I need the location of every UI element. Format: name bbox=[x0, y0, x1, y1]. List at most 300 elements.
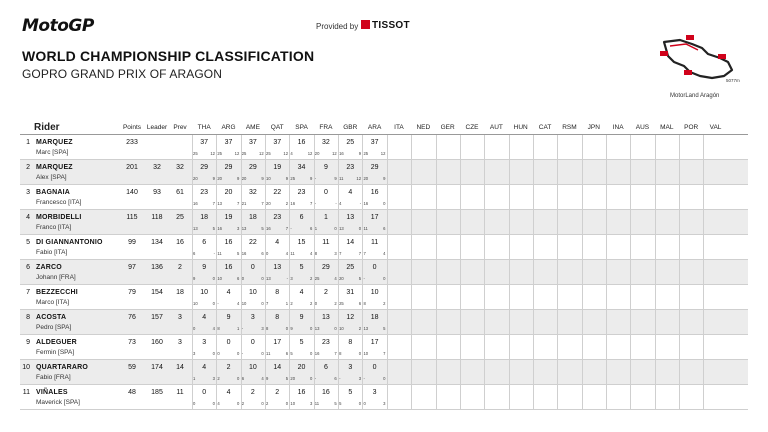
motogp-logo bbox=[22, 16, 94, 36]
race-points: 13 bbox=[322, 314, 330, 321]
race-main-points: 10 bbox=[290, 401, 296, 406]
race-sprint-points: 9 bbox=[383, 176, 386, 181]
race-main-points: 0 bbox=[363, 401, 366, 406]
race-main-points: 0 bbox=[266, 251, 269, 256]
race-cell bbox=[606, 260, 630, 285]
race-cell bbox=[314, 235, 338, 260]
rider-points: 140 bbox=[126, 189, 138, 196]
rider-position: 8 bbox=[26, 314, 30, 321]
race-points: 18 bbox=[248, 214, 257, 221]
race-sprint-points: 0 bbox=[358, 401, 362, 406]
table-row bbox=[20, 385, 748, 410]
race-sprint-points: 3 bbox=[310, 401, 313, 406]
rider-gap-leader: 93 bbox=[153, 189, 161, 196]
race-breakdown bbox=[338, 276, 365, 281]
table-body bbox=[20, 135, 748, 410]
sponsor-logo bbox=[361, 20, 410, 31]
race-sprint-points: 9 bbox=[358, 151, 362, 156]
table-row bbox=[20, 210, 748, 235]
race-cell bbox=[703, 385, 727, 410]
race-cell bbox=[484, 160, 508, 185]
race-cell bbox=[265, 360, 289, 385]
race-breakdown bbox=[216, 276, 240, 281]
race-points: 5 bbox=[348, 389, 353, 396]
race-cell bbox=[509, 360, 533, 385]
race-cell bbox=[411, 285, 435, 310]
table-row bbox=[20, 135, 748, 160]
race-breakdown bbox=[362, 276, 386, 281]
race-cell bbox=[216, 210, 240, 235]
race-main-points: 20 bbox=[339, 276, 344, 281]
race-column-header: AUT bbox=[489, 124, 503, 131]
race-cell bbox=[582, 310, 606, 335]
race-sprint-points: 0 bbox=[358, 351, 362, 356]
race-breakdown bbox=[265, 301, 289, 306]
race-breakdown bbox=[265, 276, 289, 281]
race-main-points: 16 bbox=[339, 151, 344, 156]
race-main-points: 10 bbox=[363, 351, 369, 356]
race-cell bbox=[679, 360, 703, 385]
race-sprint-points: 12 bbox=[332, 151, 337, 156]
rider-points: 99 bbox=[128, 239, 136, 246]
race-points: 25 bbox=[346, 139, 355, 146]
race-main-points: 13 bbox=[193, 226, 198, 231]
race-cell bbox=[411, 135, 435, 160]
race-cell bbox=[703, 235, 727, 260]
race-sprint-points: 2 bbox=[383, 301, 386, 306]
race-cell bbox=[289, 160, 313, 185]
race-cell bbox=[411, 385, 435, 410]
race-cell bbox=[362, 210, 386, 235]
race-sprint-points: 3 bbox=[237, 226, 240, 231]
race-breakdown bbox=[216, 376, 240, 381]
race-cell bbox=[509, 385, 533, 410]
race-cell bbox=[289, 185, 313, 210]
rider-surname: MARQUEZ bbox=[36, 139, 73, 146]
classification-table bbox=[20, 121, 748, 410]
race-main-points: 25 bbox=[339, 301, 344, 306]
race-sprint-points: 7 bbox=[285, 226, 289, 231]
race-sprint-points: 9 bbox=[237, 176, 240, 181]
race-cell bbox=[265, 135, 289, 160]
race-breakdown bbox=[314, 326, 338, 331]
race-breakdown bbox=[241, 276, 265, 281]
race-breakdown bbox=[362, 151, 386, 156]
race-sprint-points: 0 bbox=[310, 376, 313, 381]
race-main-points: - bbox=[363, 376, 365, 381]
race-cell bbox=[411, 210, 435, 235]
race-main-points: 25 bbox=[363, 151, 369, 156]
race-breakdown bbox=[192, 301, 219, 306]
race-cell bbox=[533, 260, 557, 285]
race-main-points: 13 bbox=[339, 226, 344, 231]
race-cell bbox=[679, 335, 703, 360]
race-cell bbox=[557, 310, 581, 335]
table-row bbox=[20, 235, 748, 260]
race-cell bbox=[582, 385, 606, 410]
rider-firstname-nation: Johann [FRA] bbox=[36, 274, 76, 281]
race-main-points: 25 bbox=[241, 151, 247, 156]
race-main-points: 13 bbox=[217, 201, 223, 206]
race-sprint-points: 0 bbox=[310, 326, 313, 331]
race-cell bbox=[655, 260, 679, 285]
race-cell bbox=[411, 160, 435, 185]
race-points: 0 bbox=[202, 389, 207, 396]
rider-points: 97 bbox=[128, 264, 136, 271]
race-points: 6 bbox=[323, 364, 328, 371]
race-points: 18 bbox=[200, 214, 209, 221]
race-cell bbox=[582, 160, 606, 185]
race-main-points: 5 bbox=[290, 351, 293, 356]
race-sprint-points: 5 bbox=[334, 401, 337, 406]
race-sprint-points: - bbox=[286, 276, 289, 281]
rider-points: 233 bbox=[126, 139, 138, 146]
race-sprint-points: 9 bbox=[334, 176, 337, 181]
race-sprint-points: 9 bbox=[285, 176, 289, 181]
race-cell bbox=[314, 285, 338, 310]
race-cell bbox=[509, 210, 533, 235]
race-cell bbox=[289, 360, 313, 385]
race-points: 3 bbox=[348, 364, 353, 371]
race-sprint-points: 12 bbox=[210, 151, 215, 156]
race-breakdown bbox=[362, 226, 386, 231]
race-main-points: - bbox=[314, 376, 317, 381]
race-main-points: 10 bbox=[266, 176, 271, 181]
race-cell bbox=[703, 210, 727, 235]
race-breakdown bbox=[338, 226, 362, 231]
race-points: 17 bbox=[273, 339, 282, 346]
rider-gap-prev: 14 bbox=[176, 364, 184, 371]
race-main-points: 1 bbox=[314, 226, 318, 231]
race-cell bbox=[533, 235, 557, 260]
race-cell bbox=[460, 385, 484, 410]
race-breakdown bbox=[192, 376, 216, 381]
race-cell bbox=[338, 285, 362, 310]
rider-surname: ALDEGUER bbox=[36, 339, 77, 346]
race-cell bbox=[557, 360, 581, 385]
race-main-points: 2 bbox=[217, 376, 220, 381]
table-row bbox=[20, 185, 748, 210]
race-column-header: JPN bbox=[587, 124, 600, 131]
race-cell bbox=[509, 285, 533, 310]
race-cell bbox=[557, 135, 581, 160]
race-cell bbox=[509, 260, 533, 285]
race-points: 32 bbox=[248, 189, 257, 196]
race-cell bbox=[582, 260, 606, 285]
race-cell bbox=[606, 335, 630, 360]
race-points: 23 bbox=[273, 214, 282, 221]
race-breakdown bbox=[265, 401, 289, 406]
race-sprint-points: 12 bbox=[234, 151, 240, 156]
race-sprint-points: 0 bbox=[212, 351, 215, 356]
race-cell bbox=[460, 210, 484, 235]
race-main-points: 8 bbox=[217, 326, 220, 331]
race-cell bbox=[509, 160, 533, 185]
race-points: 9 bbox=[202, 264, 207, 271]
race-cell bbox=[679, 185, 703, 210]
race-main-points: 16 bbox=[241, 251, 247, 256]
race-sprint-points: 6 bbox=[358, 301, 362, 306]
race-main-points: 13 bbox=[314, 326, 320, 331]
race-points: 23 bbox=[200, 189, 209, 196]
race-points: 0 bbox=[250, 264, 255, 271]
rider-firstname-nation: Fabio [ITA] bbox=[36, 249, 68, 256]
race-cell bbox=[557, 335, 581, 360]
race-cell bbox=[192, 210, 216, 235]
race-cell bbox=[216, 260, 240, 285]
race-cell bbox=[289, 135, 313, 160]
race-cell bbox=[362, 385, 386, 410]
race-points: 10 bbox=[248, 289, 257, 296]
race-main-points: 9 bbox=[290, 326, 293, 331]
race-main-points: 0 bbox=[314, 301, 318, 306]
race-breakdown bbox=[192, 201, 216, 206]
race-cell bbox=[241, 285, 265, 310]
race-main-points: 16 bbox=[193, 201, 198, 206]
race-sprint-points: 6 bbox=[383, 226, 386, 231]
race-main-points: 20 bbox=[193, 176, 198, 181]
race-points: 11 bbox=[322, 239, 330, 246]
race-cell bbox=[387, 360, 411, 385]
rider-firstname-nation: Marc [SPA] bbox=[36, 149, 69, 156]
race-sprint-points: 2 bbox=[310, 301, 313, 306]
race-cell bbox=[192, 160, 216, 185]
race-column-header: ARG bbox=[221, 124, 236, 131]
race-main-points: 25 bbox=[290, 176, 296, 181]
rider-gap-leader: 118 bbox=[151, 214, 163, 221]
race-sprint-points: 6 bbox=[334, 376, 337, 381]
race-cell bbox=[582, 235, 606, 260]
circuit-length: 5077m bbox=[726, 78, 740, 83]
rider-gap-prev: 3 bbox=[178, 314, 182, 321]
race-cell bbox=[630, 285, 654, 310]
race-cell bbox=[265, 210, 292, 235]
race-main-points: 16 bbox=[314, 351, 320, 356]
race-cell bbox=[655, 160, 679, 185]
race-main-points: 25 bbox=[193, 151, 198, 156]
race-points: 2 bbox=[226, 364, 231, 371]
race-cell bbox=[314, 360, 341, 385]
race-breakdown bbox=[289, 351, 313, 356]
race-points: 10 bbox=[370, 289, 379, 296]
race-points: 22 bbox=[273, 189, 282, 196]
rider-position: 6 bbox=[26, 264, 30, 271]
race-cell bbox=[484, 285, 508, 310]
table-row bbox=[20, 310, 748, 335]
race-column-header: CAT bbox=[538, 124, 552, 131]
race-cell bbox=[265, 160, 289, 185]
race-main-points: 1 bbox=[193, 376, 196, 381]
race-points: 4 bbox=[226, 389, 231, 396]
race-cell bbox=[387, 135, 411, 160]
race-points: 20 bbox=[297, 364, 306, 371]
race-sprint-points: 9 bbox=[261, 176, 264, 181]
rider-points: 73 bbox=[128, 339, 136, 346]
race-points: 29 bbox=[370, 164, 379, 171]
race-cell bbox=[192, 235, 216, 260]
rider-gap-leader: 160 bbox=[151, 339, 163, 346]
race-breakdown bbox=[265, 326, 289, 331]
race-main-points: 3 bbox=[193, 351, 196, 356]
race-main-points: 2 bbox=[290, 301, 293, 306]
race-sprint-points: 12 bbox=[380, 151, 386, 156]
race-points: 22 bbox=[248, 239, 257, 246]
race-main-points: - bbox=[290, 226, 292, 231]
race-cell bbox=[216, 360, 240, 385]
race-main-points: 7 bbox=[363, 251, 366, 256]
race-breakdown bbox=[314, 176, 338, 181]
rider-points: 48 bbox=[128, 389, 136, 396]
race-cell bbox=[582, 360, 606, 385]
race-points: 23 bbox=[322, 339, 330, 346]
race-cell bbox=[703, 285, 727, 310]
race-cell bbox=[265, 285, 289, 310]
race-main-points: - bbox=[217, 301, 219, 306]
race-column-header: NED bbox=[416, 124, 431, 131]
race-sprint-points: 1 bbox=[285, 301, 289, 306]
race-points: 17 bbox=[370, 214, 379, 221]
race-cell bbox=[679, 285, 703, 310]
race-sprint-points: 7 bbox=[358, 251, 362, 256]
race-sprint-points: 4 bbox=[261, 376, 264, 381]
race-points: 1 bbox=[323, 214, 328, 221]
race-cell bbox=[557, 210, 581, 235]
race-column-header: SPA bbox=[295, 124, 308, 131]
rider-gap-leader: 174 bbox=[151, 364, 163, 371]
rider-gap-prev: 3 bbox=[178, 339, 182, 346]
race-cell bbox=[703, 160, 727, 185]
race-cell bbox=[557, 235, 581, 260]
race-cell bbox=[387, 235, 411, 260]
race-points: 5 bbox=[299, 339, 304, 346]
race-points: 37 bbox=[273, 139, 282, 146]
race-breakdown bbox=[338, 151, 362, 156]
race-breakdown bbox=[314, 376, 341, 381]
race-cell bbox=[338, 135, 362, 160]
race-cell bbox=[216, 185, 240, 210]
race-cell bbox=[557, 385, 581, 410]
race-cell bbox=[582, 185, 606, 210]
race-breakdown bbox=[192, 351, 216, 356]
race-sprint-points: 7 bbox=[334, 351, 337, 356]
race-main-points: 9 bbox=[193, 276, 196, 281]
rider-surname: MARQUEZ bbox=[36, 164, 73, 171]
race-cell bbox=[338, 260, 365, 285]
race-sprint-points: 0 bbox=[358, 226, 362, 231]
race-cell bbox=[655, 310, 679, 335]
race-breakdown bbox=[241, 201, 265, 206]
race-cell bbox=[655, 185, 679, 210]
race-breakdown bbox=[241, 251, 265, 256]
race-cell bbox=[509, 185, 533, 210]
race-points: 29 bbox=[200, 164, 209, 171]
race-cell bbox=[314, 260, 338, 285]
race-cell bbox=[703, 335, 727, 360]
race-cell bbox=[362, 335, 386, 360]
race-cell bbox=[241, 335, 265, 360]
race-sprint-points: 2 bbox=[334, 301, 337, 306]
race-sprint-points: 3 bbox=[383, 401, 386, 406]
race-main-points: 21 bbox=[241, 201, 247, 206]
race-breakdown bbox=[338, 376, 365, 381]
race-cell bbox=[265, 385, 289, 410]
race-cell bbox=[655, 235, 679, 260]
race-sprint-points: 9 bbox=[310, 176, 313, 181]
race-points: 2 bbox=[250, 389, 255, 396]
rider-gap-prev: 32 bbox=[176, 164, 184, 171]
rider-surname: ACOSTA bbox=[36, 314, 67, 321]
race-cell bbox=[460, 360, 484, 385]
race-breakdown bbox=[338, 201, 362, 206]
race-cell bbox=[338, 385, 362, 410]
race-column-header: INA bbox=[612, 124, 624, 131]
race-cell bbox=[387, 260, 411, 285]
race-cell bbox=[192, 185, 216, 210]
race-breakdown bbox=[265, 176, 289, 181]
race-main-points: 0 bbox=[217, 351, 220, 356]
race-main-points: - bbox=[314, 201, 317, 206]
race-sprint-points: 0 bbox=[237, 376, 240, 381]
race-cell bbox=[557, 185, 581, 210]
race-cell bbox=[655, 335, 679, 360]
race-breakdown bbox=[241, 176, 265, 181]
rider-gap-leader: 157 bbox=[151, 314, 163, 321]
rider-position: 1 bbox=[26, 139, 30, 146]
race-breakdown bbox=[289, 251, 313, 256]
race-main-points: 16 bbox=[217, 226, 223, 231]
race-cell bbox=[411, 310, 435, 335]
race-points: 10 bbox=[248, 364, 257, 371]
race-sprint-points: 0 bbox=[310, 351, 313, 356]
race-sprint-points: 5 bbox=[261, 226, 264, 231]
race-cell bbox=[655, 385, 679, 410]
race-sprint-points: 0 bbox=[261, 276, 264, 281]
race-sprint-points: 3 bbox=[358, 376, 362, 381]
rider-gap-prev: 25 bbox=[176, 214, 184, 221]
race-column-header: RSM bbox=[562, 124, 577, 131]
race-sprint-points: 12 bbox=[259, 151, 264, 156]
race-breakdown bbox=[314, 351, 338, 356]
rider-firstname-nation: Pedro [SPA] bbox=[36, 324, 72, 331]
race-points: 32 bbox=[322, 139, 330, 146]
race-cell bbox=[338, 335, 362, 360]
page-title: WORLD CHAMPIONSHIP CLASSIFICATION bbox=[22, 48, 315, 64]
race-cell bbox=[436, 210, 460, 235]
race-cell bbox=[484, 210, 508, 235]
race-cell bbox=[557, 260, 581, 285]
race-cell bbox=[606, 360, 630, 385]
race-breakdown bbox=[338, 251, 362, 256]
rider-surname: QUARTARARO bbox=[36, 364, 89, 371]
race-main-points: 20 bbox=[314, 151, 320, 156]
race-points: 29 bbox=[224, 164, 233, 171]
rider-gap-leader: 185 bbox=[151, 389, 163, 396]
race-sprint-points: 0 bbox=[212, 301, 215, 306]
race-cell bbox=[314, 310, 338, 335]
race-main-points: 25 bbox=[314, 276, 320, 281]
race-main-points: - bbox=[241, 351, 244, 356]
race-cell bbox=[362, 160, 386, 185]
race-cell bbox=[703, 360, 727, 385]
race-main-points: 3 bbox=[290, 276, 293, 281]
race-breakdown bbox=[216, 226, 240, 231]
race-cell bbox=[289, 335, 313, 360]
rider-column-header: Rider bbox=[34, 122, 60, 133]
race-cell bbox=[484, 235, 508, 260]
race-sprint-points: 2 bbox=[310, 276, 313, 281]
race-main-points: 4 bbox=[217, 401, 220, 406]
race-points: 37 bbox=[224, 139, 233, 146]
